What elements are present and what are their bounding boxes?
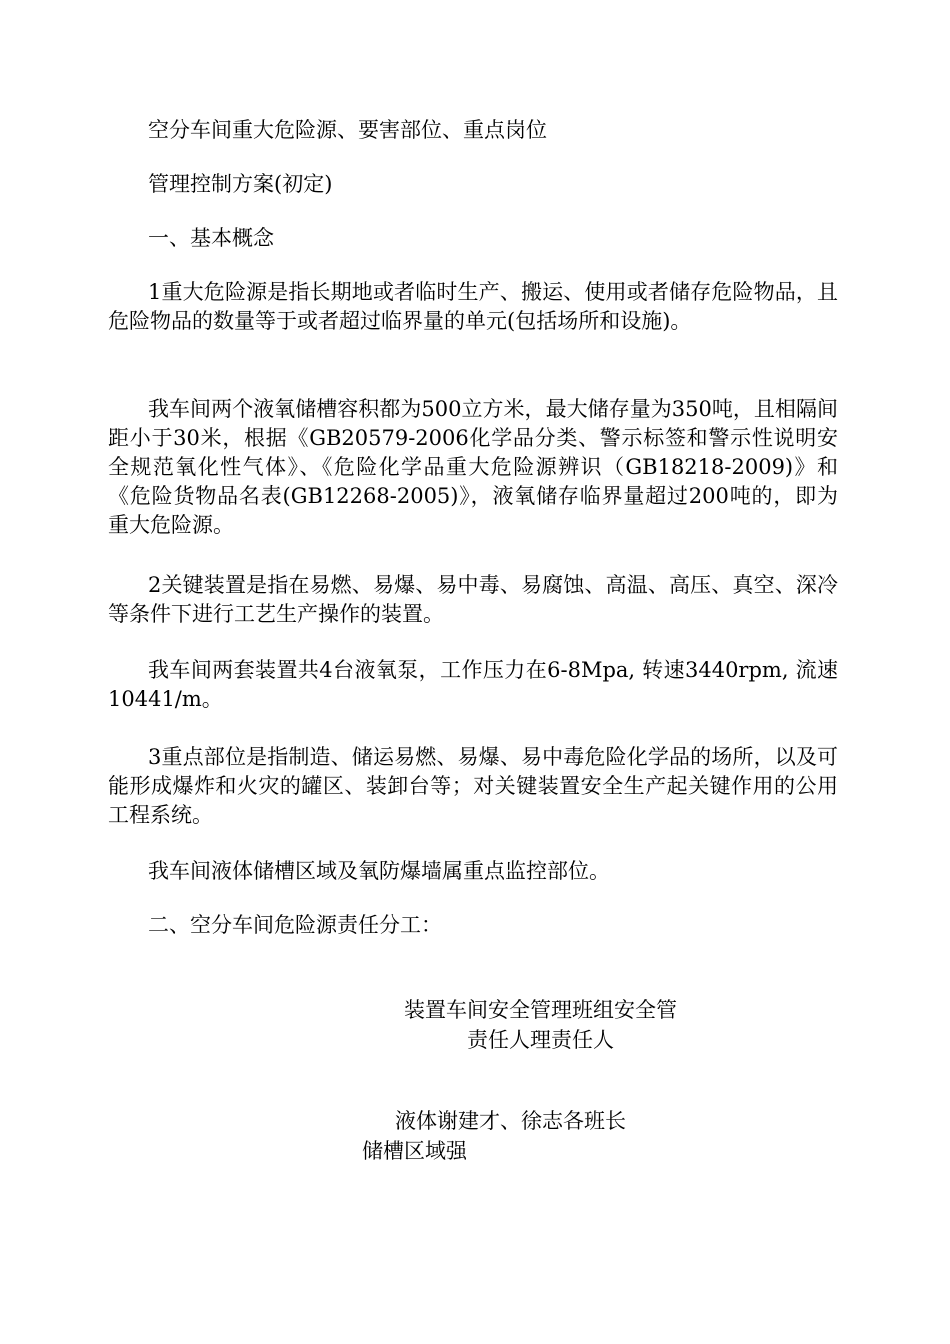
document-title-line-2: 管理控制方案(初定) [148,172,333,196]
paragraph-liquid-oxygen-tanks: 我车间两个液氧储槽容积都为500立方米，最大储存量为350吨，且相隔间距小于30米，根据《GB20579-2006化学品分类、警示标签和警示性说明安全规范氧化性气体》、《危险化学品重大危险源辨识（GB18218-2009)》和《危险货物品名表(GB12268-2005)》，液氧储存临界量超过200吨的，即为重大危险源。 [108,397,838,537]
table-row-line-2: 储槽区域强 [362,1139,467,1163]
table-header-line-2: 责任人理责任人 [467,1028,614,1052]
paragraph-major-hazard-definition: 1重大危险源是指长期地或者临时生产、搬运、使用或者储存危险物品，且危险物品的数量等于或者超过临界量的单元(包括场所和设施)。 [108,280,838,333]
paragraph-monitoring-locations: 我车间液体储槽区域及氧防爆墙属重点监控部位。 [148,859,610,883]
document-title-line-1: 空分车间重大危险源、要害部位、重点岗位 [148,118,547,142]
table-row-line-1: 液体谢建才、徐志各班长 [395,1109,626,1133]
paragraph-key-location-definition: 3重点部位是指制造、储运易燃、易爆、易中毒危险化学品的场所，以及可能形成爆炸和火灾的罐区、装卸台等；对关键装置安全生产起关键作用的公用工程系统。 [108,745,838,827]
paragraph-key-device-definition: 2关键装置是指在易燃、易爆、易中毒、易腐蚀、高温、高压、真空、深冷等条件下进行工艺生产操作的装置。 [108,573,838,626]
section-heading-responsibility-division: 二、空分车间危险源责任分工： [148,913,442,937]
paragraph-liquid-oxygen-pumps: 我车间两套装置共4台液氧泵，工作压力在6-8Mpa, 转速3440rpm, 流速10441/m。 [108,658,838,711]
table-header-line-1: 装置车间安全管理班组安全管 [404,998,677,1022]
section-heading-basic-concepts: 一、基本概念 [148,226,274,250]
